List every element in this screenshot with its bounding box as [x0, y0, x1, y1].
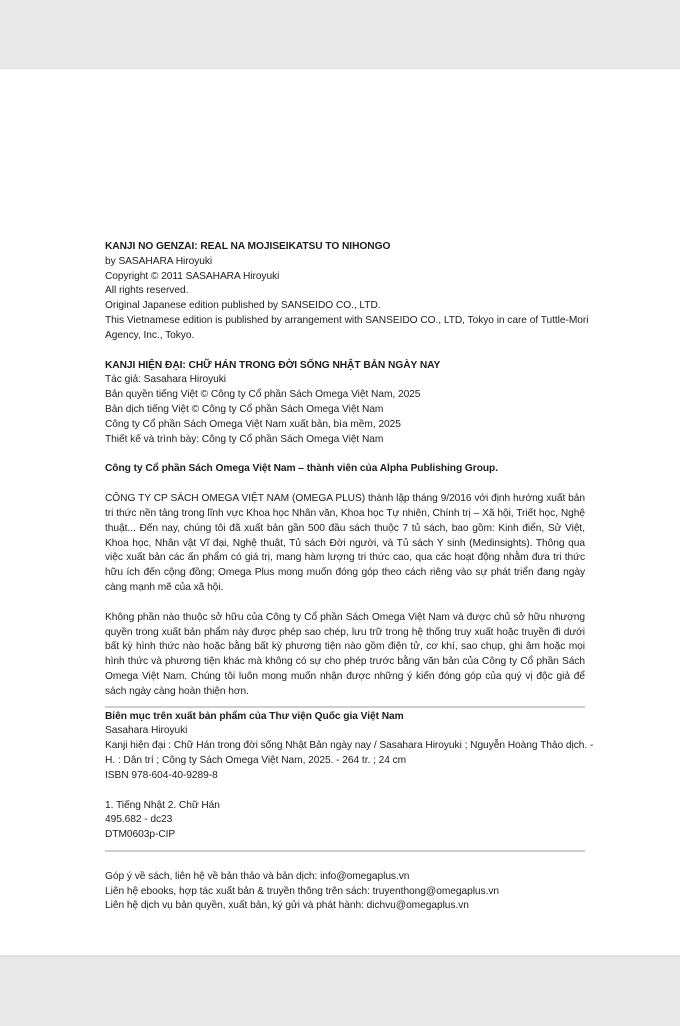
rights-line: Copyright © 2011 SASAHARA Hiroyuki	[105, 270, 280, 282]
edition-line: Công ty Cổ phần Sách Omega Việt Nam xuất bản, bìa mềm, 2025	[105, 418, 401, 430]
rights-line: by SASAHARA Hiroyuki	[105, 255, 213, 267]
rights-line: All rights reserved.	[105, 285, 189, 297]
rights-line: Agency, Inc., Tokyo.	[105, 329, 195, 341]
publisher-tagline-block	[105, 462, 585, 477]
publisher-tagline: Công ty Cổ phần Sách Omega Việt Nam – thành viên của Alpha Publishing Group.	[105, 463, 499, 475]
edition-line: Bản dịch tiếng Việt © Công ty Cổ phần Sách Omega Việt Nam	[105, 403, 384, 415]
rights-paragraph: Không phần nào thuộc sở hữu của Công ty Cổ phần Sách Omega Việt Nam và được chủ sở hữu nhượng quyền trong xuất bản phẩm này được phép sao chép, lưu trữ trong hệ thống truy xuất hoặc truyền đi dưới bất kỳ hình thức nào hoặc bằng bất kỳ phương tiện nào gồm điện tử, cơ khí, sao chụp, ghi âm hoặc mọi hình thức và phương tiện khác mà không có sự cho phép trước bằng văn bản của Công ty Cổ phần Sách Omega Việt Nam. Chúng tôi luôn mong muốn nhận được những ý kiến đóng góp của quý vị độc giả để sách ngày càng hoàn thiện hơn.	[105, 611, 585, 697]
divider-bottom	[105, 850, 585, 852]
divider-top	[105, 706, 585, 708]
edition-line: Bản quyền tiếng Việt © Công ty Cổ phần Sách Omega Việt Nam, 2025	[105, 389, 421, 401]
edition-line: Thiết kế và trình bày: Công ty Cổ phần Sách Omega Việt Nam	[105, 433, 384, 445]
cip-code: DTM0603p-CIP	[105, 829, 176, 841]
about-paragraph: CÔNG TY CP SÁCH OMEGA VIỆT NAM (OMEGA PLUS) thành lập tháng 9/2016 với định hướng xuất bản tri thức nền tảng trong lĩnh vực Khoa học Nhân văn, Khoa học Tự nhiên, Chính trị – Xã hội, Triết học, Nghệ thuật... Đến nay, chúng tôi đã xuất bản gần 500 đầu sách thuộc 7 tủ sách, bao gồm: Kinh điển, Sử Việt, Khoa học, Nhân vật Vĩ đại, Nghệ thuật, Tủ sách Đời người, và Tủ sách Y sinh (Medinsights). Thông qua việc xuất bản các ấn phẩm có giá trị, mang hàm lượng tri thức cao, qua các hoạt động nhằm đưa tri thức hữu ích đến cộng đồng; Omega Plus mong muốn đóng góp theo cách riêng vào sự phát triển đang ngày càng mạnh mẽ của xã hội.	[105, 493, 585, 593]
bottom-margin-band	[0, 955, 680, 1026]
contact-line: Góp ý về sách, liên hệ về bản thảo và bản dịch: info@omegaplus.vn	[105, 870, 410, 882]
rights-line: Original Japanese edition published by SANSEIDO CO., LTD.	[105, 300, 381, 312]
cip-block	[105, 710, 594, 843]
original-title: KANJI NO GENZAI: REAL NA MOJISEIKATSU TO NIHONGO	[105, 241, 391, 252]
cip-title: Biên mục trên xuất bản phẩm của Thư viện Quốc gia Việt Nam	[105, 710, 404, 722]
cip-classification: 495.682 - dc23	[105, 814, 173, 826]
copyright-page	[105, 240, 594, 914]
contact-line: Liên hệ dịch vụ bản quyền, xuất bản, ký gửi và phát hành: dichvu@omegaplus.vn	[105, 900, 469, 912]
contact-line: Liên hệ ebooks, hợp tác xuất bản & truyền thông trên sách: truyenthong@omegaplus.vn	[105, 885, 500, 897]
vietnamese-title: KANJI HIỆN ĐẠI: CHỮ HÁN TRONG ĐỜI SỐNG NHẬT BẢN NGÀY NAY	[105, 359, 441, 371]
cip-subjects: 1. Tiếng Nhật 2. Chữ Hán	[105, 799, 220, 811]
vietnamese-edition-block	[105, 359, 585, 448]
cip-line: H. : Dân trí ; Công ty Sách Omega Việt Nam, 2025. - 264 tr. ; 24 cm	[105, 754, 407, 766]
cip-line: Kanji hiện đại : Chữ Hán trong đời sống Nhật Bản ngày nay / Sasahara Hiroyuki ; Nguyễn Hoàng Thảo dịch. -	[105, 740, 594, 752]
cip-line: Sasahara Hiroyuki	[105, 725, 188, 737]
original-rights-block	[105, 240, 589, 344]
edition-line: Tác giả: Sasahara Hiroyuki	[105, 374, 227, 386]
rights-line: This Vietnamese edition is published by arrangement with SANSEIDO CO., LTD, Tokyo in care of Tuttle-Mori	[105, 314, 589, 326]
contacts-block	[105, 870, 585, 914]
top-margin-band	[0, 0, 680, 69]
cip-isbn: ISBN 978-604-40-9289-8	[105, 769, 218, 781]
